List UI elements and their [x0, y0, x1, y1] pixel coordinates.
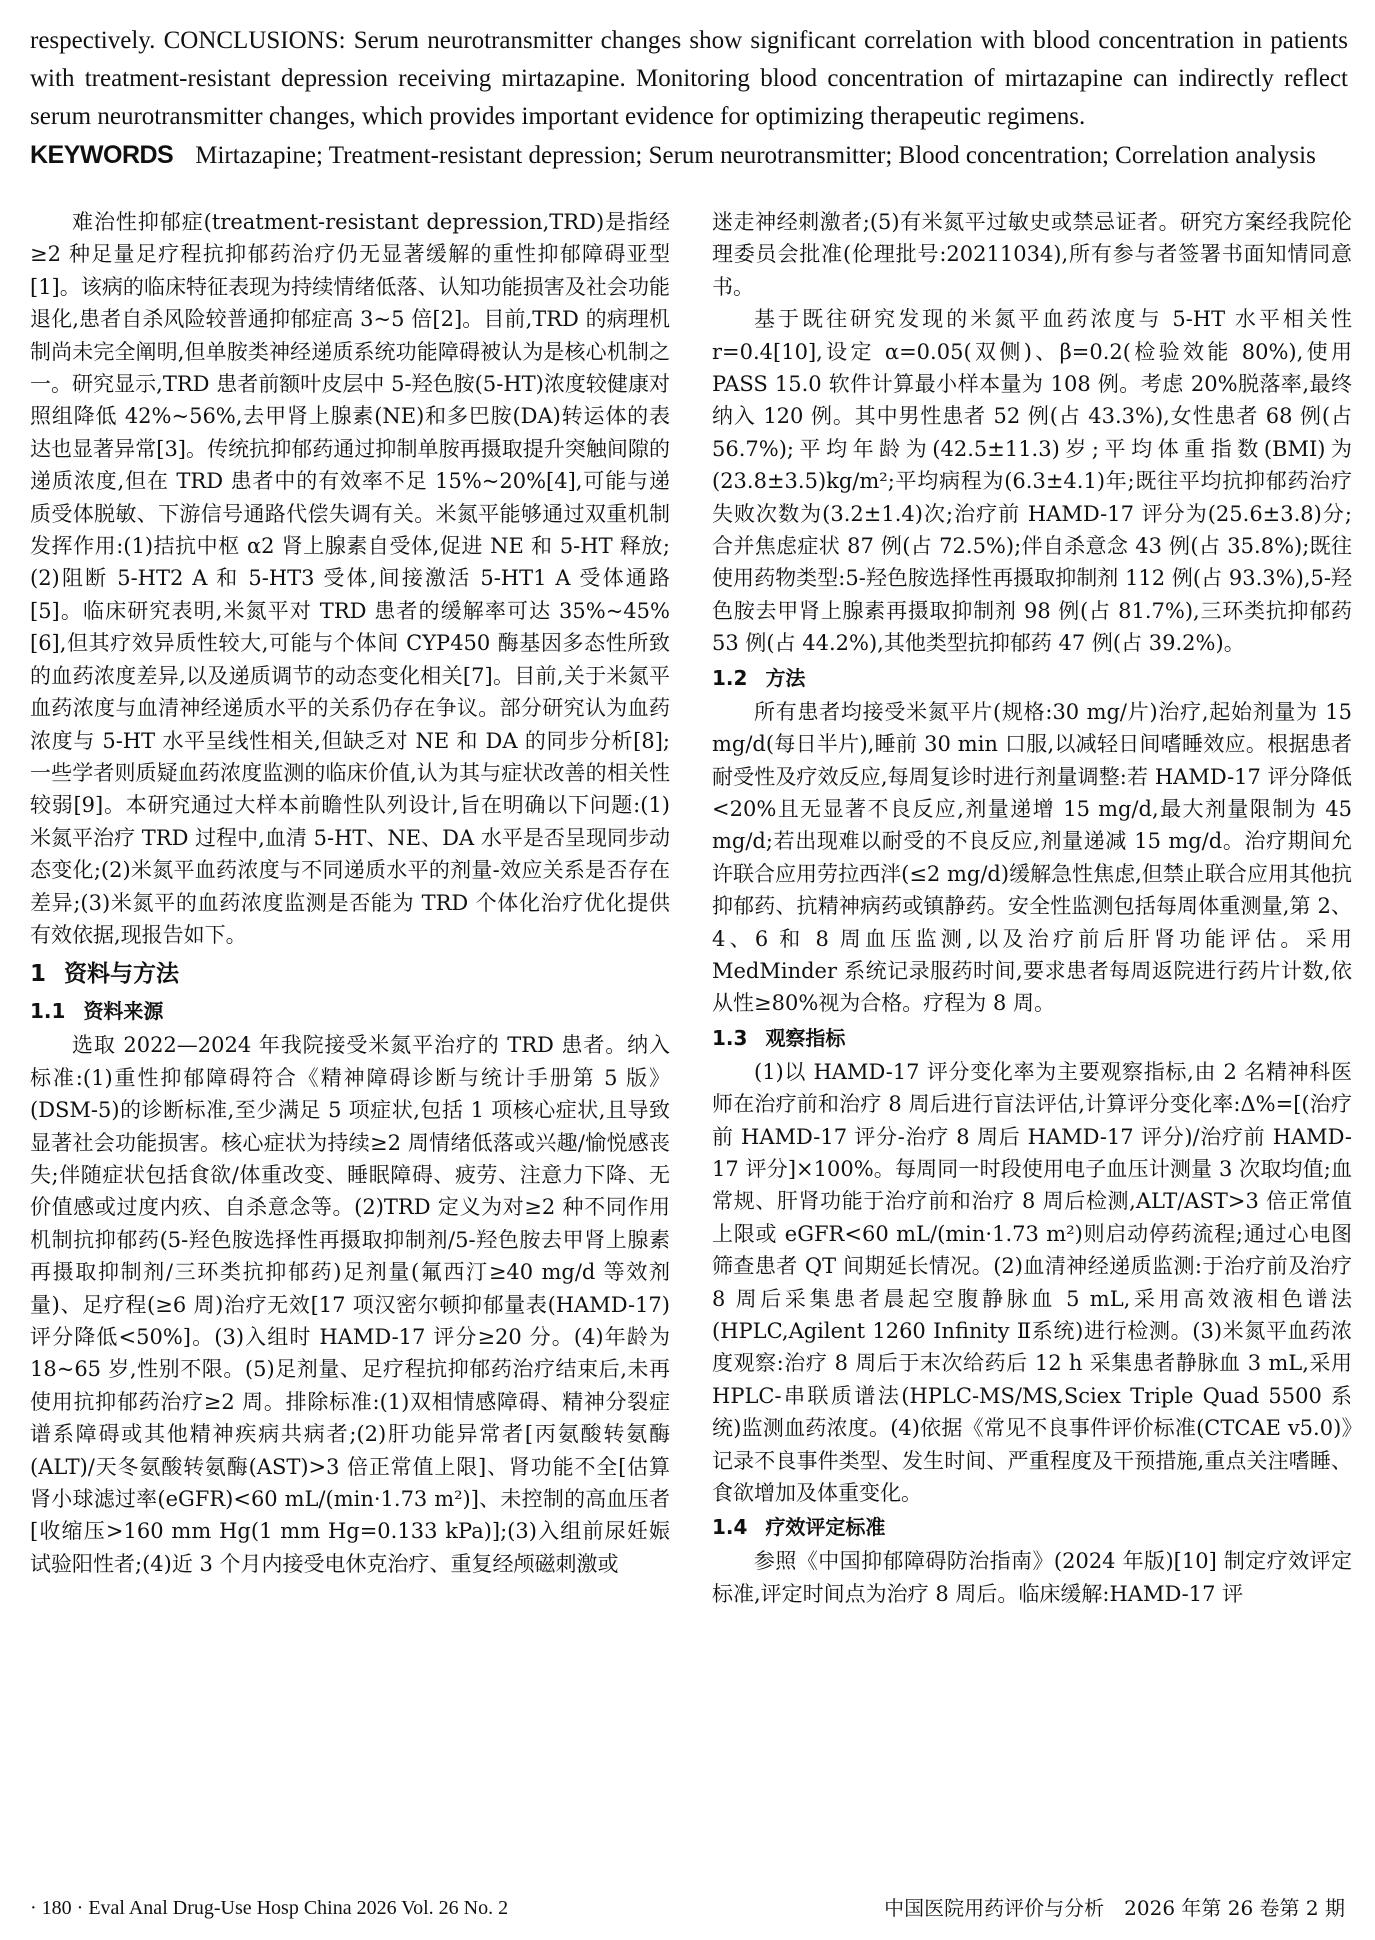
keywords-list: Mirtazapine; Treatment-resistant depression; Serum neurotransmitter; Blood concentration; Correlation analysis: [195, 142, 1316, 169]
section-title: 资料与方法: [64, 961, 180, 988]
footer-page-info: · 180 · Eval Anal Drug-Use Hosp China 2026 Vol. 26 No. 2: [30, 1897, 509, 1919]
subsection-number: 1.4: [712, 1515, 748, 1540]
method-paragraph: 所有患者均接受米氮平片(规格:30 mg/片)治疗,起始剂量为 15 mg/d(每日半片),睡前 30 min 口服,以减轻日间嗜睡效应。根据患者耐受性及疗效反应,每周复诊时进行剂量调整:若 HAMD-17 评分降低<20%且无显著不良反应,剂量递增 15 mg/d,最大剂量限制为 45 mg/d;若出现难以耐受的不良反应,剂量递减 15 mg/d。治疗期间允许联合应用劳拉西泮(≤2 mg/d)缓解急性焦虑,但禁止联合应用其他抗抑郁药、抗精神病药或镇静药。安全性监测包括每周体重测量,第 2、4、6 和 8 周血压监测,以及治疗前后肝肾功能评估。采用 MedMinder 系统记录服药时间,要求患者每周返院进行药片计数,依从性≥80%视为合格。疗程为 8 周。: [712, 699, 1352, 1016]
subsection-heading-1-2: [712, 662, 1352, 694]
source-paragraph: 选取 2022—2024 年我院接受米氮平治疗的 TRD 患者。纳入标准:(1)重性抑郁障碍符合《精神障碍诊断与统计手册第 5 版》(DSM-5)的诊断标准,至少满足 5 项症状,包括 1 项核心症状,且导致显著社会功能损害。核心症状为持续≥2 周情绪低落或兴趣/愉悦感丧失;伴随症状包括食欲/体重改变、睡眠障碍、疲劳、注意力下降、无价值感或过度内疚、自杀意念等。(2)TRD 定义为对≥2 种不同作用机制抗抑郁药(5-羟色胺选择性再摄取抑制剂/5-羟色胺去甲肾上腺素再摄取抑制剂/三环类抗抑郁药)足剂量(氟西汀≥40 mg/d 等效剂量)、足疗程(≥6 周)治疗无效[17 项汉密尔顿抑郁量表(HAMD-17)评分降低<50%]。(3)入组时 HAMD-17 评分≥20 分。(4)年龄为 18~65 岁,性别不限。(5)足剂量、足疗程抗抑郁药治疗结束后,未再使用抗抑郁药治疗≥2 周。排除标准:(1)双相情感障碍、精神分裂症谱系障碍或其他精神疾病共病者;(2)肝功能异常者[丙氨酸转氨酶(ALT)/天冬氨酸转氨酶(AST)>3 倍正常值上限]、肾功能不全[估算肾小球滤过率(eGFR)<60 mL/(min·1.73 m²)]、未控制的高血压者[收缩压>160 mm Hg(1 mm Hg=0.133 kPa)];(3)入组前尿妊娠试验阳性者;(4)近 3 个月内接受电休克治疗、重复经颅磁刺激或: [30, 1033, 670, 1576]
section-number: 1: [30, 961, 47, 988]
subsection-title: 方法: [765, 665, 806, 690]
subsection-heading-1-4: [712, 1511, 1352, 1543]
abstract-tail: [30, 22, 1348, 175]
sample-paragraph: 基于既往研究发现的米氮平血药浓度与 5-HT 水平相关性 r=0.4[10],设定 α=0.05(双侧)、β=0.2(检验效能 80%),使用 PASS 15.0 软件计算最小样本量为 108 例。考虑 20%脱落率,最终纳入 120 例。其中男性患者 52 例(占 43.3%),女性患者 68 例(占 56.7%);平均年龄为(42.5±11.3)岁;平均体重指数(BMI)为(23.8±3.5)kg/m²;平均病程为(6.3±4.1)年;既往平均抗抑郁药治疗失败次数为(3.2±1.4)次;治疗前 HAMD-17 评分为(25.6±3.8)分;合并焦虑症状 87 例(占 72.5%);伴自杀意念 43 例(占 35.8%);既往使用药物类型:5-羟色胺选择性再摄取抑制剂 112 例(占 93.3%),5-羟色胺去甲肾上腺素再摄取抑制剂 98 例(占 81.7%),三环类抗抑郁药 53 例(占 44.2%),其他类型抗抑郁药 47 例(占 39.2%)。: [712, 307, 1352, 656]
subsection-title: 资料来源: [83, 999, 164, 1024]
subsection-title: 疗效评定标准: [765, 1515, 886, 1540]
keywords-label: KEYWORDS: [30, 141, 174, 169]
footer-journal-info: 中国医院用药评价与分析 2026 年第 26 卷第 2 期: [884, 1896, 1345, 1920]
evaluation-paragraph: 参照《中国抑郁障碍防治指南》(2024 年版)[10] 制定疗效评定标准,评定时间点为治疗 8 周后。临床缓解:HAMD-17 评: [712, 1549, 1352, 1606]
subsection-heading-1-1: [30, 995, 670, 1027]
subsection-heading-1-3: [712, 1022, 1352, 1054]
subsection-number: 1.2: [712, 665, 748, 690]
observation-paragraph: (1)以 HAMD-17 评分变化率为主要观察指标,由 2 名精神科医师在治疗前和治疗 8 周后进行盲法评估,计算评分变化率:Δ%=[(治疗前 HAMD-17 评分-治疗 8 周后 HAMD-17 评分)/治疗前 HAMD-17 评分]×100%。每周同一时段使用电子血压计测量 3 次取均值;血常规、肝肾功能于治疗前和治疗 8 周后检测,ALT/AST>3 倍正常值上限或 eGFR<60 mL/(min·1.73 m²)则启动停药流程;通过心电图筛查患者 QT 间期延长情况。(2)血清神经递质监测:于治疗前及治疗 8 周后采集患者晨起空腹静脉血 5 mL,采用高效液相色谱法(HPLC,Agilent 1260 Infinity Ⅱ系统)进行检测。(3)米氮平血药浓度观察:治疗 8 周后于末次给药后 12 h 采集患者静脉血 3 mL,采用 HPLC-串联质谱法(HPLC-MS/MS,Sciex Triple Quad 5500 系统)监测血药浓度。(4)依据《常见不良事件评价标准(CTCAE v5.0)》记录不良事件类型、发生时间、严重程度及干预措施,重点关注嗜睡、食欲增加及体重变化。: [712, 1059, 1352, 1506]
section-heading-1: [30, 957, 670, 991]
continued-paragraph: 迷走神经刺激者;(5)有米氮平过敏史或禁忌证者。研究方案经我院伦理委员会批准(伦理批号:20211034),所有参与者签署书面知情同意书。: [712, 210, 1352, 299]
right-column: [712, 206, 1352, 1610]
conclusions-text: respectively. CONCLUSIONS: Serum neurotransmitter changes show significant correlation with blood concentration in patients with treatment-resistant depression receiving mirtazapine. Monitoring blood concentration of mirtazapine can indirectly reflect serum neurotransmitter changes, which provides important evidence for optimizing therapeutic regimens.: [30, 27, 1348, 130]
left-column: [30, 206, 670, 1580]
intro-paragraph: 难治性抑郁症(treatment-resistant depression,TRD)是指经≥2 种足量足疗程抗抑郁药治疗仍无显著缓解的重性抑郁障碍亚型[1]。该病的临床特征表现为持续情绪低落、认知功能损害及社会功能退化,患者自杀风险较普通抑郁症高 3~5 倍[2]。目前,TRD 的病理机制尚未完全阐明,但单胺类神经递质系统功能障碍被认为是核心机制之一。研究显示,TRD 患者前额叶皮层中 5-羟色胺(5-HT)浓度较健康对照组降低 42%~56%,去甲肾上腺素(NE)和多巴胺(DA)转运体的表达也显著异常[3]。传统抗抑郁药通过抑制单胺再摄取提升突触间隙的递质浓度,但在 TRD 患者中的有效率不足 15%~20%[4],可能与递质受体脱敏、下游信号通路代偿失调有关。米氮平能够通过双重机制发挥作用:(1)拮抗中枢 α2 肾上腺素自受体,促进 NE 和 5-HT 释放;(2)阻断 5-HT2 A 和 5-HT3 受体,间接激活 5-HT1 A 受体通路[5]。临床研究表明,米氮平对 TRD 患者的缓解率可达 35%~45%[6],但其疗效异质性较大,可能与个体间 CYP450 酶基因多态性所致的血药浓度差异,以及递质调节的动态变化相关[7]。目前,关于米氮平血药浓度与血清神经递质水平的关系仍存在争议。部分研究认为血药浓度与 5-HT 水平呈线性相关,但缺乏对 NE 和 DA 的同步分析[8];一些学者则质疑血药浓度监测的临床价值,认为其与症状改善的相关性较弱[9]。本研究通过大样本前瞻性队列设计,旨在明确以下问题:(1)米氮平治疗 TRD 过程中,血清 5-HT、NE、DA 水平是否呈现同步动态变化;(2)米氮平血药浓度与不同递质水平的剂量-效应关系是否存在差异;(3)米氮平的血药浓度监测是否能为 TRD 个体化治疗优化提供有效依据,现报告如下。: [30, 210, 670, 947]
subsection-number: 1.1: [30, 999, 66, 1024]
subsection-number: 1.3: [712, 1025, 748, 1050]
subsection-title: 观察指标: [765, 1025, 846, 1050]
keywords-line: [30, 136, 1348, 175]
